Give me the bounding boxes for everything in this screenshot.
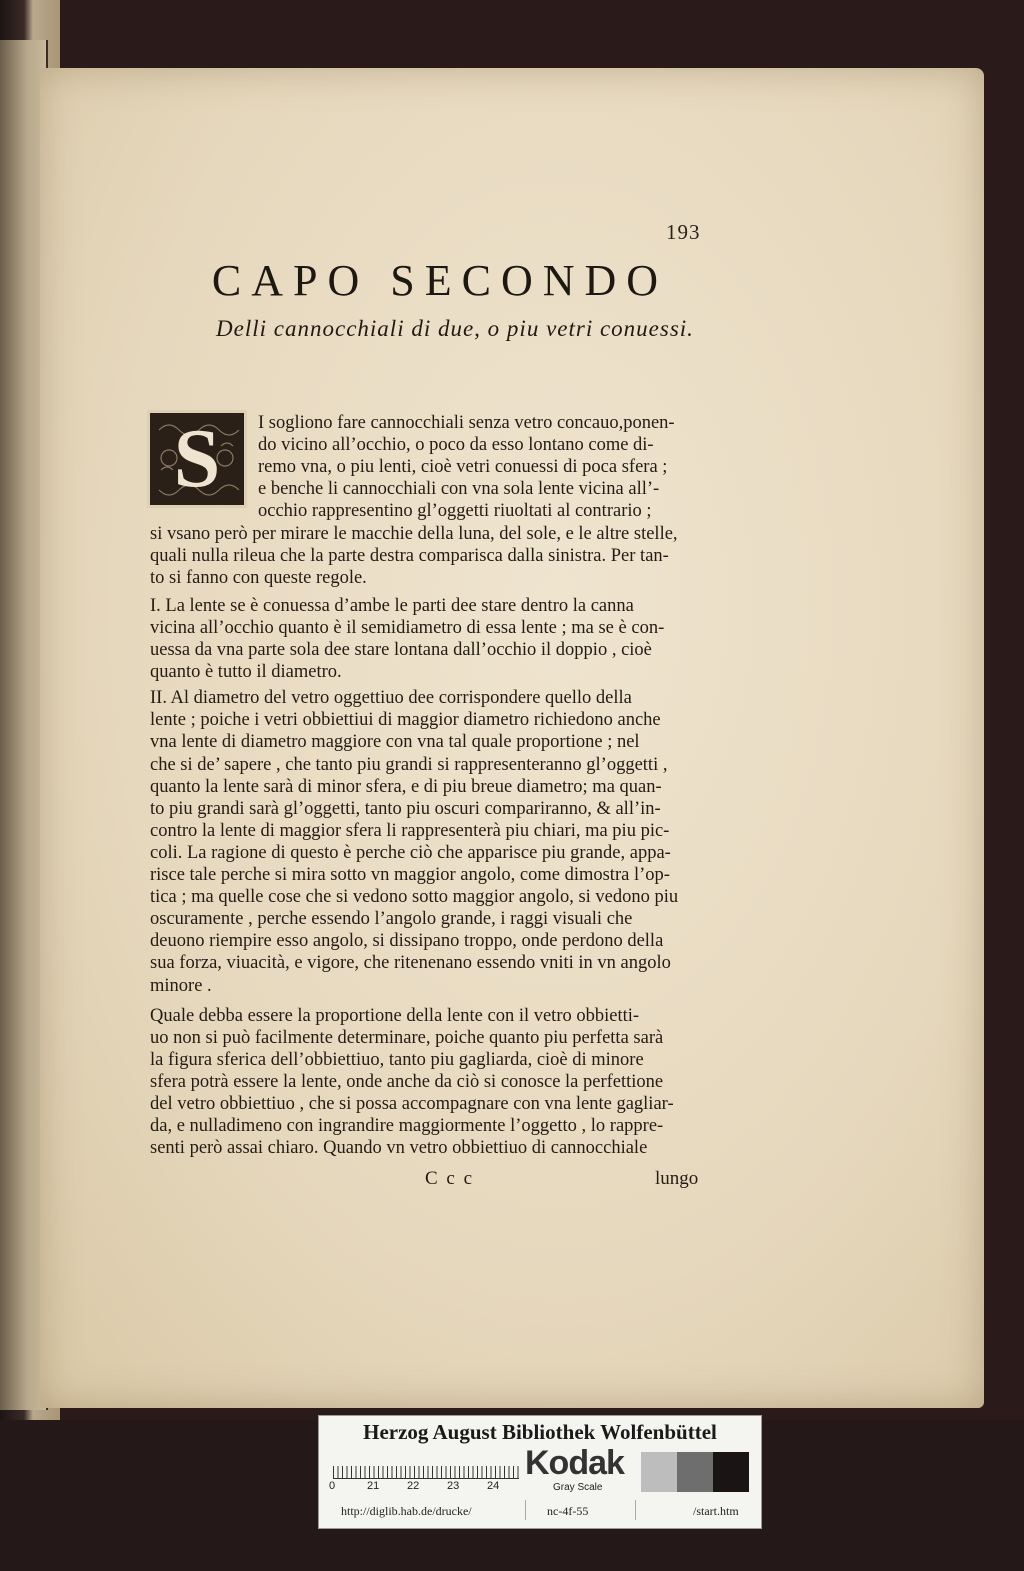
ruler-label: 21	[367, 1480, 380, 1492]
gray-swatch-dark	[713, 1452, 749, 1492]
text-line: risce tale perche si mira sotto vn maggior angolo, come dimostra l’op-	[150, 865, 670, 885]
text-line: I sogliono fare cannocchiali senza vetro concauo,ponen-	[258, 413, 675, 433]
text-line: remo vna, o piu lenti, cioè vetri conuessi di poca sfera ;	[258, 457, 668, 478]
text-line: I. La lente se è conuessa d’ambe le parti dee stare dentro la canna	[150, 595, 634, 616]
text-line: sfera potrà essere la lente, onde anche da ciò si conosce la perfettione	[150, 1071, 664, 1092]
text-line: deuono riempire esso angolo, si dissipano troppo, onde perdono della	[150, 931, 664, 952]
text-line: uo non si può facilmente determinare, poiche quanto piu perfetta sarà	[150, 1027, 664, 1048]
text-line: vicina all’occhio quanto è il semidiametro di essa lente ; ma se è con-	[150, 617, 665, 638]
text-line: do vicino all’occhio, o poco da esso lontano come di-	[258, 435, 654, 456]
url-start: /start.htm	[693, 1504, 739, 1518]
gray-swatch-light	[641, 1452, 677, 1492]
text-line: tica ; ma quelle cose che si vedono sotto maggior angolo, si vedono piu	[150, 887, 679, 908]
chapter-subtitle: Delli cannocchiali di due, o piu vetri conuessi.	[216, 316, 694, 341]
text-line: lente ; poiche i vetri obbiettiui di maggior diametro richiedono anche	[150, 710, 661, 731]
text-line: minore .	[150, 975, 212, 996]
ruler-label: 23	[447, 1480, 460, 1492]
drop-cap-letter: S	[173, 412, 221, 505]
text-line: la figura sferica dell’obbiettiuo, tanto piu gagliarda, cioè di minore	[150, 1049, 644, 1070]
ruler-label: 0	[329, 1480, 336, 1492]
text-line: senti però assai chiaro. Quando vn vetro obbiettiuo di cannocchiale	[150, 1138, 648, 1159]
url-divider	[635, 1500, 636, 1520]
text-line: da, e nulladimeno con ingrandire maggiormente l’oggetto , lo rappre-	[150, 1116, 664, 1137]
text-line: uessa da vna parte sola dee stare lontana dall’occhio il doppio , cioè	[150, 640, 652, 660]
signature-mark: C c c	[425, 1168, 475, 1189]
text-line: quanto la lente sarà di minor sfera, e di piu breue diametro; ma quan-	[150, 776, 662, 797]
ruler-label: 22	[407, 1480, 420, 1492]
text-line: si vsano però per mirare le macchie della luna, del sole, e le altre stelle,	[150, 523, 678, 544]
text-line: oscuramente , perche essendo l’angolo grande, i raggi visuali che	[150, 909, 633, 930]
text-line: Quale debba essere la proportione della lente con il vetro obbietti-	[150, 1005, 640, 1026]
chapter-title: CAPO SECONDO	[211, 256, 669, 305]
gray-scale-label: Gray Scale	[553, 1482, 603, 1493]
library-name: Herzog August Bibliothek Wolfenbüttel	[363, 1420, 717, 1444]
text-line: to piu grandi sarà gl’oggetti, tanto piu oscuri compariranno, & all’in-	[150, 798, 661, 819]
url-shelfmark: nc-4f-55	[547, 1504, 589, 1518]
drop-cap-ornament	[147, 410, 247, 508]
text-line: contro la lente di maggior sfera li rappresenterà piu chiari, ma piu pic-	[150, 820, 670, 841]
text-line: II. Al diametro del vetro oggettiuo dee corrispondere quello della	[150, 688, 632, 709]
text-line: del vetro obbiettiuo , che si possa accompagnare con vna lente gagliar-	[150, 1094, 674, 1114]
text-line: occhio rappresentino gl’oggetti riuoltati al contrario ;	[258, 501, 652, 522]
text-line: quanto è tutto il diametro.	[150, 662, 342, 683]
gray-swatch-mid	[677, 1452, 713, 1492]
text-line: coli. La ragione di questo è perche ciò che apparisce piu grande, appa-	[150, 842, 671, 863]
url-divider	[525, 1500, 526, 1520]
text-line: che si de’ sapere , che tanto piu grandi si rappresenteranno gl’oggetti ,	[150, 754, 668, 775]
text-line: to si fanno con queste regole.	[150, 567, 367, 588]
text-line: quali nulla rileua che la parte destra comparisca dalla sinistra. Per tan-	[150, 545, 669, 566]
kodak-logo: Kodak	[525, 1444, 624, 1482]
url-base: http://diglib.hab.de/drucke/	[341, 1504, 472, 1518]
text-line: e benche li cannocchiali con vna sola lente vicina all’-	[258, 479, 660, 500]
page-number: 193	[666, 220, 701, 244]
ruler-label: 24	[487, 1480, 500, 1492]
scale-ruler	[333, 1452, 519, 1479]
catchword: lungo	[655, 1168, 699, 1189]
text-line: sua forza, viuacità, e vigore, che ritenenano essendo vniti in vn angolo	[150, 953, 671, 974]
scan-info-bar	[318, 1415, 762, 1529]
text-line: vna lente di diametro maggiore con vna tal quale proportione ; nel	[150, 732, 640, 753]
